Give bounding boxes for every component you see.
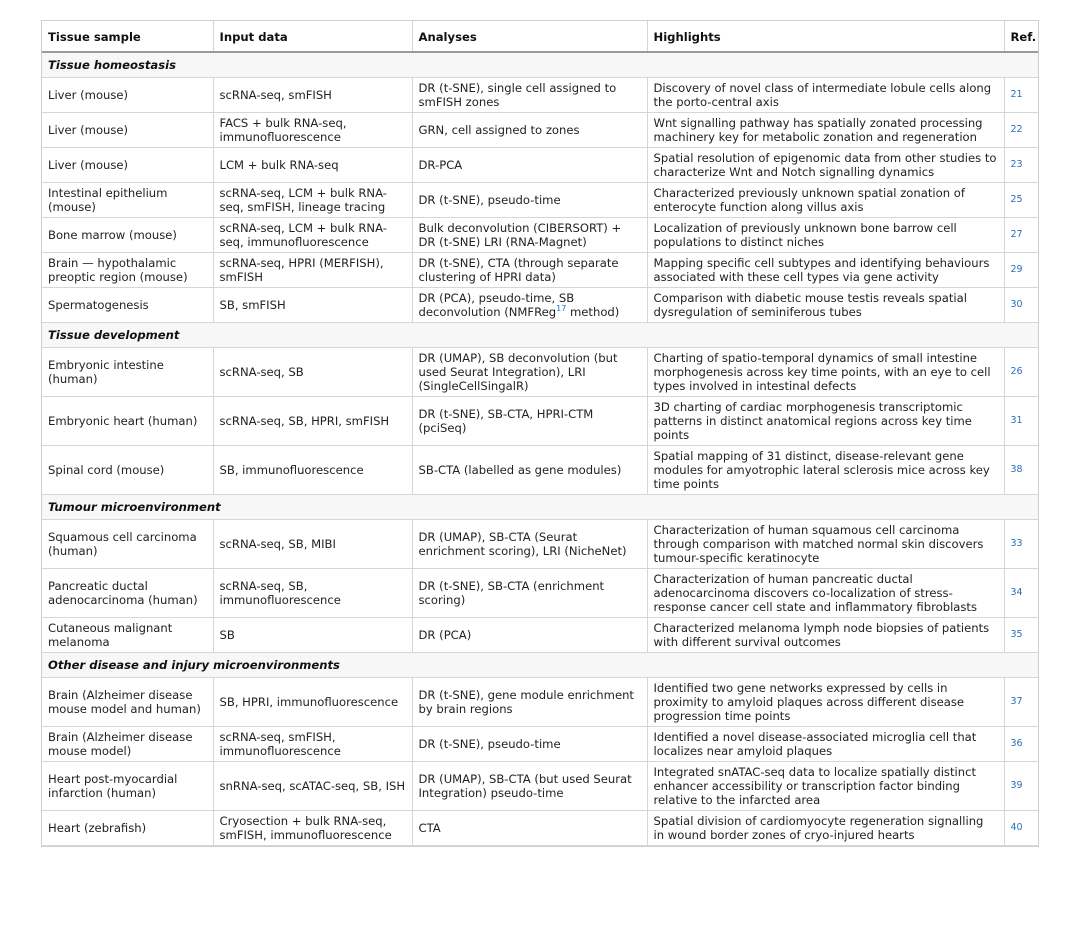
- analyses-cell: DR (t-SNE), pseudo-time: [412, 183, 647, 218]
- tissue-cell: Spinal cord (mouse): [42, 446, 213, 495]
- highlights-cell: Mapping specific cell subtypes and identifying behaviours associated with these cell types via gene activity: [647, 253, 1004, 288]
- tissue-cell: Pancreatic ductal adenocarcinoma (human): [42, 569, 213, 618]
- header-input: Input data: [213, 21, 412, 52]
- section-title: Tissue homeostasis: [42, 52, 1038, 78]
- table-row: [42, 811, 1038, 846]
- ref-link[interactable]: 40: [1004, 811, 1038, 846]
- ref-link[interactable]: 33: [1004, 520, 1038, 569]
- tissue-cell: Heart post-myocardial infarction (human): [42, 762, 213, 811]
- tissue-cell: Intestinal epithelium (mouse): [42, 183, 213, 218]
- input-cell: SB, HPRI, immunofluorescence: [213, 678, 412, 727]
- highlights-cell: Characterized previously unknown spatial zonation of enterocyte function along villus axis: [647, 183, 1004, 218]
- analyses-cell: DR (t-SNE), CTA (through separate clustering of HPRI data): [412, 253, 647, 288]
- analyses-cell: DR (PCA): [412, 618, 647, 653]
- ref-link[interactable]: 39: [1004, 762, 1038, 811]
- section-title: Other disease and injury microenvironments: [42, 653, 1038, 678]
- tissue-cell: Liver (mouse): [42, 113, 213, 148]
- input-cell: scRNA-seq, HPRI (MERFISH), smFISH: [213, 253, 412, 288]
- analyses-cell: DR (UMAP), SB-CTA (Seurat enrichment scoring), LRI (NicheNet): [412, 520, 647, 569]
- ref-link[interactable]: 23: [1004, 148, 1038, 183]
- input-cell: SB, smFISH: [213, 288, 412, 323]
- table-row: [42, 288, 1038, 323]
- table-row: [42, 253, 1038, 288]
- ref-link[interactable]: 34: [1004, 569, 1038, 618]
- tissue-cell: Cutaneous malignant melanoma: [42, 618, 213, 653]
- table-row: [42, 446, 1038, 495]
- table-row: [42, 678, 1038, 727]
- tissue-cell: Squamous cell carcinoma (human): [42, 520, 213, 569]
- highlights-cell: 3D charting of cardiac morphogenesis transcriptomic patterns in distinct anatomical regions across key time points: [647, 397, 1004, 446]
- input-cell: FACS + bulk RNA-seq, immunofluorescence: [213, 113, 412, 148]
- summary-table: [42, 21, 1038, 846]
- table-row: [42, 569, 1038, 618]
- analyses-cell: GRN, cell assigned to zones: [412, 113, 647, 148]
- analyses-text-tail: method): [566, 305, 620, 319]
- section-title: Tissue development: [42, 323, 1038, 348]
- input-cell: snRNA-seq, scATAC-seq, SB, ISH: [213, 762, 412, 811]
- table-row: [42, 113, 1038, 148]
- highlights-cell: Discovery of novel class of intermediate lobule cells along the porto-central axis: [647, 78, 1004, 113]
- analyses-cell: Bulk deconvolution (CIBERSORT) + DR (t-SNE) LRI (RNA-Magnet): [412, 218, 647, 253]
- section-row: [42, 495, 1038, 520]
- tissue-cell: Brain (Alzheimer disease mouse model): [42, 727, 213, 762]
- analyses-cell: DR (UMAP), SB deconvolution (but used Seurat Integration), LRI (SingleCellSingalR): [412, 348, 647, 397]
- ref-link[interactable]: 38: [1004, 446, 1038, 495]
- section-row: [42, 323, 1038, 348]
- analyses-cell: DR (t-SNE), pseudo-time: [412, 727, 647, 762]
- ref-link[interactable]: 27: [1004, 218, 1038, 253]
- ref-link[interactable]: 37: [1004, 678, 1038, 727]
- tissue-cell: Liver (mouse): [42, 148, 213, 183]
- highlights-cell: Identified two gene networks expressed by cells in proximity to amyloid plaques across different disease progression time points: [647, 678, 1004, 727]
- input-cell: scRNA-seq, SB, MIBI: [213, 520, 412, 569]
- table-row: [42, 520, 1038, 569]
- analyses-text: DR (PCA), pseudo-time, SB deconvolution (NMFReg: [418, 291, 575, 319]
- tissue-cell: Embryonic intestine (human): [42, 348, 213, 397]
- input-cell: SB, immunofluorescence: [213, 446, 412, 495]
- table-row: [42, 618, 1038, 653]
- input-cell: Cryosection + bulk RNA-seq, smFISH, immunofluorescence: [213, 811, 412, 846]
- highlights-cell: Characterization of human squamous cell carcinoma through comparison with matched normal skin discovers tumour-specific keratinocyte: [647, 520, 1004, 569]
- highlights-cell: Charting of spatio-temporal dynamics of small intestine morphogenesis across key time points, with an eye to cell types involved in intestinal defects: [647, 348, 1004, 397]
- highlights-cell: Integrated snATAC-seq data to localize spatially distinct enhancer accessibility or transcription factor binding relative to the infarcted area: [647, 762, 1004, 811]
- tissue-cell: Heart (zebrafish): [42, 811, 213, 846]
- highlights-cell: Spatial mapping of 31 distinct, disease-relevant gene modules for amyotrophic lateral sclerosis mice across key time points: [647, 446, 1004, 495]
- tissue-cell: Spermatogenesis: [42, 288, 213, 323]
- highlights-cell: Spatial resolution of epigenomic data from other studies to characterize Wnt and Notch signalling dynamics: [647, 148, 1004, 183]
- ref-link[interactable]: 25: [1004, 183, 1038, 218]
- table-row: [42, 78, 1038, 113]
- table-row: [42, 183, 1038, 218]
- analyses-cell: DR-PCA: [412, 148, 647, 183]
- table-row: [42, 727, 1038, 762]
- header-ref: Ref.: [1004, 21, 1038, 52]
- analyses-cell: DR (t-SNE), SB-CTA (enrichment scoring): [412, 569, 647, 618]
- tissue-cell: Embryonic heart (human): [42, 397, 213, 446]
- highlights-cell: Localization of previously unknown bone barrow cell populations to distinct niches: [647, 218, 1004, 253]
- table-row: [42, 762, 1038, 811]
- header-row: [42, 21, 1038, 52]
- header-analyses: Analyses: [412, 21, 647, 52]
- analyses-cell: [412, 288, 647, 323]
- ref-link[interactable]: 35: [1004, 618, 1038, 653]
- section-row: [42, 52, 1038, 78]
- input-cell: scRNA-seq, smFISH: [213, 78, 412, 113]
- table-row: [42, 397, 1038, 446]
- ref-link[interactable]: 29: [1004, 253, 1038, 288]
- analyses-cell: SB-CTA (labelled as gene modules): [412, 446, 647, 495]
- ref-link[interactable]: 30: [1004, 288, 1038, 323]
- highlights-cell: Characterized melanoma lymph node biopsies of patients with different survival outcomes: [647, 618, 1004, 653]
- ref-link[interactable]: 21: [1004, 78, 1038, 113]
- highlights-cell: Wnt signalling pathway has spatially zonated processing machinery key for metabolic zonation and regeneration: [647, 113, 1004, 148]
- ref-link[interactable]: 36: [1004, 727, 1038, 762]
- summary-table-container: [41, 20, 1039, 847]
- analyses-cell: DR (t-SNE), SB-CTA, HPRI-CTM (pciSeq): [412, 397, 647, 446]
- input-cell: scRNA-seq, SB, immunofluorescence: [213, 569, 412, 618]
- table-row: [42, 148, 1038, 183]
- ref-link[interactable]: 31: [1004, 397, 1038, 446]
- header-highlights: Highlights: [647, 21, 1004, 52]
- tissue-cell: Bone marrow (mouse): [42, 218, 213, 253]
- analyses-cell: CTA: [412, 811, 647, 846]
- tissue-cell: Liver (mouse): [42, 78, 213, 113]
- section-row: [42, 653, 1038, 678]
- tissue-cell: Brain — hypothalamic preoptic region (mouse): [42, 253, 213, 288]
- input-cell: LCM + bulk RNA-seq: [213, 148, 412, 183]
- input-cell: SB: [213, 618, 412, 653]
- ref-link[interactable]: 22: [1004, 113, 1038, 148]
- tissue-cell: Brain (Alzheimer disease mouse model and human): [42, 678, 213, 727]
- citation-superscript[interactable]: 17: [556, 304, 567, 314]
- header-tissue: Tissue sample: [42, 21, 213, 52]
- analyses-cell: DR (UMAP), SB-CTA (but used Seurat Integration) pseudo-time: [412, 762, 647, 811]
- analyses-cell: DR (t-SNE), single cell assigned to smFISH zones: [412, 78, 647, 113]
- input-cell: scRNA-seq, LCM + bulk RNA-seq, smFISH, lineage tracing: [213, 183, 412, 218]
- input-cell: scRNA-seq, SB, HPRI, smFISH: [213, 397, 412, 446]
- analyses-cell: DR (t-SNE), gene module enrichment by brain regions: [412, 678, 647, 727]
- highlights-cell: Characterization of human pancreatic ductal adenocarcinoma discovers co-localization of stress-response cancer cell state and inflammatory fibroblasts: [647, 569, 1004, 618]
- highlights-cell: Identified a novel disease-associated microglia cell that localizes near amyloid plaques: [647, 727, 1004, 762]
- ref-link[interactable]: 26: [1004, 348, 1038, 397]
- input-cell: scRNA-seq, LCM + bulk RNA-seq, immunofluorescence: [213, 218, 412, 253]
- input-cell: scRNA-seq, SB: [213, 348, 412, 397]
- highlights-cell: Spatial division of cardiomyocyte regeneration signalling in wound border zones of cryo-injured hearts: [647, 811, 1004, 846]
- table-row: [42, 348, 1038, 397]
- highlights-cell: Comparison with diabetic mouse testis reveals spatial dysregulation of seminiferous tubes: [647, 288, 1004, 323]
- input-cell: scRNA-seq, smFISH, immunofluorescence: [213, 727, 412, 762]
- section-title: Tumour microenvironment: [42, 495, 1038, 520]
- table-row: [42, 218, 1038, 253]
